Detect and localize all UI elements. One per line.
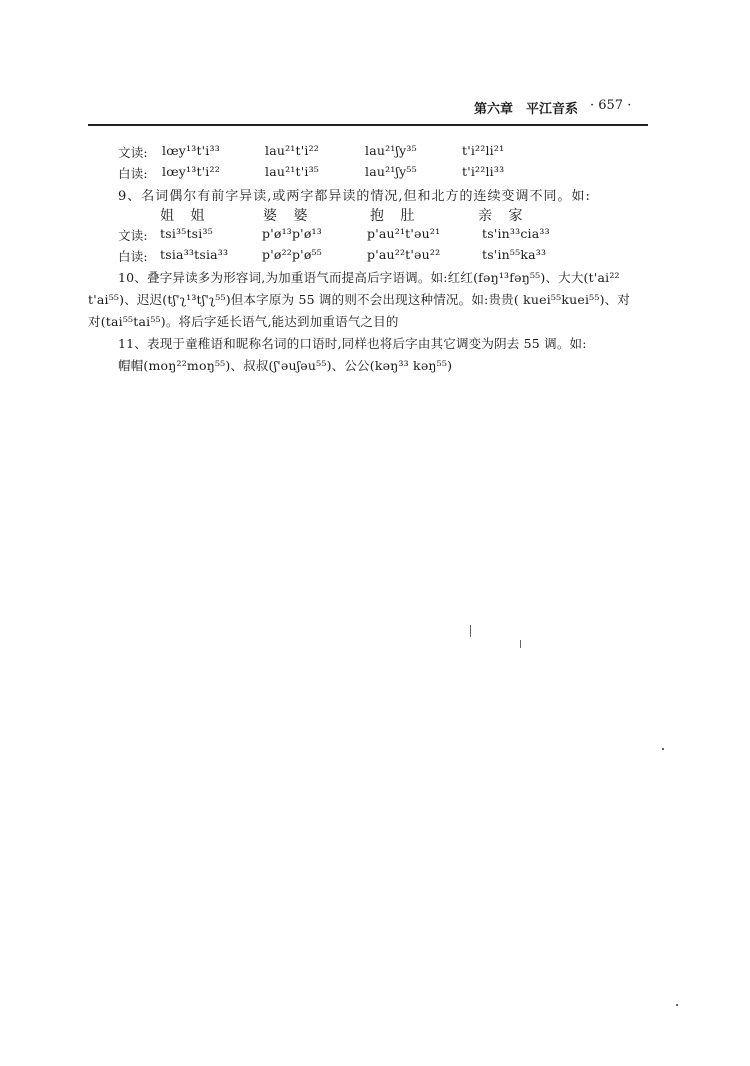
table-cell: t'i²²li²¹: [462, 143, 505, 158]
row-label: 文读:: [118, 228, 148, 243]
table-cell: tsi³⁵tsi³⁵: [160, 226, 213, 241]
paragraph-line: 对(tai⁵⁵tai⁵⁵)。将后字延长语气,能达到加重语气之目的: [88, 314, 399, 329]
page-number: · 657 ·: [590, 98, 632, 113]
table-cell: p'ø¹³p'ø¹³: [262, 226, 322, 241]
scan-speck: [470, 625, 471, 637]
header-rule: [88, 124, 648, 126]
table-cell: lœy¹³t'i²²: [162, 164, 220, 179]
scan-speck: [520, 640, 521, 648]
table-cell: ts'in³³cia³³: [482, 226, 550, 241]
row-label: 白读:: [118, 249, 148, 264]
char-pair: 亲 家: [478, 208, 529, 224]
table-cell: t'i²²li³³: [462, 164, 505, 179]
chapter-label: 第六章: [474, 102, 514, 117]
scan-speck: [662, 748, 664, 750]
char-pair: 姐 姐: [160, 208, 211, 224]
table-cell: lau²¹t'i²²: [265, 143, 320, 158]
table-cell: ts'in⁵⁵ka³³: [482, 247, 547, 262]
table-cell: lau²¹t'i³⁵: [265, 164, 320, 179]
table-cell: p'ø²²p'ø⁵⁵: [262, 247, 322, 262]
paragraph-line: t'ai⁵⁵)、迟迟(tʃ'ʅ¹³tʃ'ʅ⁵⁵)但本字原为 55 调的则不会出现这种情况。如:贵贵( kuei⁵⁵kuei⁵⁵)、对: [88, 292, 631, 307]
table-cell: p'au²¹t'əu²¹: [367, 226, 441, 241]
paragraph-line: 10、叠字异读多为形容词,为加重语气而提高后字语调。如:红红(fəŋ¹³fəŋ⁵⁵)、大大(t'ai²²: [118, 270, 620, 285]
table-cell: lau²¹ʃy⁵⁵: [365, 164, 417, 179]
paragraph-9: 9、名词偶尔有前字异读,或两字都异读的情况,但和北方的连续变调不同。如:: [118, 189, 591, 204]
table-cell: tsia³³tsia³³: [160, 247, 229, 262]
table-cell: p'au²²t'əu²²: [367, 247, 441, 262]
table-cell: lau²¹ʃy³⁵: [365, 143, 417, 158]
paragraph-line: 11、表现于童稚语和昵称名词的口语时,同样也将后字由其它调变为阴去 55 调。如:: [118, 336, 587, 351]
char-pair: 抱 肚: [370, 208, 421, 224]
char-pair: 婆 婆: [263, 208, 314, 224]
scan-speck: [676, 1004, 678, 1006]
row-label: 白读:: [118, 166, 148, 181]
row-label: 文读:: [118, 145, 148, 160]
table-cell: lœy¹³t'i³³: [162, 143, 220, 158]
section-title: 平江音系: [526, 102, 579, 117]
paragraph-line: 帽帽(moŋ²²moŋ⁵⁵)、叔叔(ʃ'əuʃəu⁵⁵)、公公(kəŋ³³ kəŋ⁵⁵): [118, 358, 453, 373]
